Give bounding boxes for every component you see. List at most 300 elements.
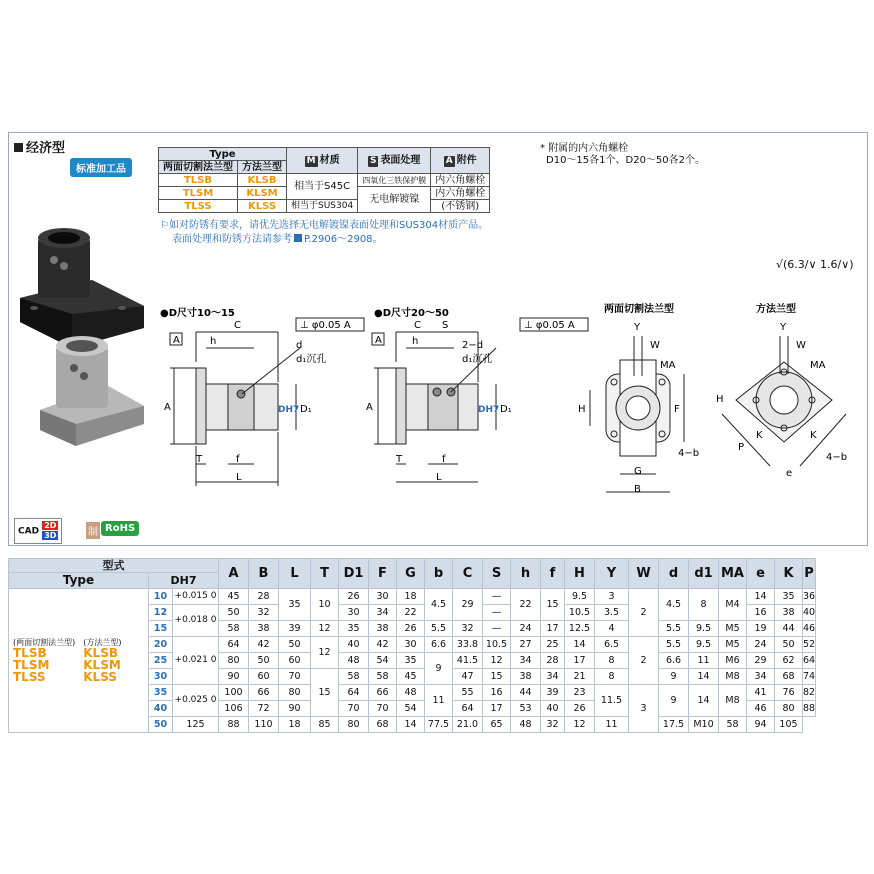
square-type: KLSS bbox=[83, 670, 117, 684]
cell-s: 16 bbox=[483, 685, 511, 701]
cell-g: 26 bbox=[397, 621, 425, 637]
cell-k: 35 bbox=[775, 589, 803, 605]
cell-y: 4 bbox=[595, 621, 629, 637]
cell-e: 29 bbox=[747, 653, 775, 669]
cell-p: 52 bbox=[803, 637, 816, 653]
cell-ma: M8 bbox=[719, 685, 747, 717]
dim-label-t: T bbox=[196, 454, 203, 465]
square-bullet-icon bbox=[14, 143, 23, 152]
cell-w: 2 bbox=[629, 637, 659, 685]
cell-y: 11.5 bbox=[595, 685, 629, 717]
cell-p: 40 bbox=[803, 605, 816, 621]
accessory-note-title: * 附属的内六角螺栓 bbox=[540, 143, 629, 154]
spec-surface: 四氧化三铁保护膜 bbox=[358, 174, 431, 187]
accessory-note-title-text: 附属的内六角螺栓 bbox=[548, 143, 629, 154]
cell-e: 19 bbox=[747, 621, 775, 637]
cell-d: 5.5 bbox=[659, 637, 689, 653]
cell-d1: 35 bbox=[339, 621, 369, 637]
cell-b: 32 bbox=[249, 605, 279, 621]
cell-f: 39 bbox=[541, 685, 565, 701]
cell-e: 16 bbox=[747, 605, 775, 621]
dim-label-h2: h bbox=[412, 336, 419, 347]
spec-table bbox=[158, 147, 490, 213]
datum-label: A bbox=[173, 335, 180, 346]
cell-s: 10.5 bbox=[483, 637, 511, 653]
cell-g: 48 bbox=[397, 685, 425, 701]
col-header-d1-small: d1 bbox=[689, 559, 719, 589]
cell-c: 33.8 bbox=[453, 637, 483, 653]
cell-d1: 26 bbox=[339, 589, 369, 605]
dim-label-4b2: 4−b bbox=[826, 452, 848, 463]
cad-label-text: CAD bbox=[18, 526, 40, 537]
accessory-header-text: 附件 bbox=[456, 154, 477, 166]
dim-label-a: A bbox=[164, 402, 171, 413]
manufacture-badge: 制 bbox=[86, 522, 100, 539]
dim-label-c2: C bbox=[414, 320, 421, 331]
left-drawing-title: ●D尺寸10～15 bbox=[160, 308, 235, 319]
cell-c: 29 bbox=[453, 589, 483, 621]
dim-label-s: S bbox=[442, 320, 449, 331]
accessory-tag-icon: A bbox=[445, 155, 453, 166]
cell-s: — bbox=[483, 605, 511, 621]
cell-b: 5.5 bbox=[425, 621, 453, 637]
cell-b: 72 bbox=[249, 701, 279, 717]
cell-f: 80 bbox=[339, 717, 369, 733]
cell-y: 8 bbox=[595, 653, 629, 669]
split-type: TLSS bbox=[13, 670, 46, 684]
cell-b: 9 bbox=[425, 653, 453, 685]
cell-h: 12.5 bbox=[565, 621, 595, 637]
cell-t: 12 bbox=[311, 621, 339, 637]
col-header-g: G bbox=[397, 559, 425, 589]
model-header: 型式 bbox=[9, 559, 219, 573]
rust-note-line2-text: 表面处理和防锈方法请参考 bbox=[172, 234, 292, 245]
silver-product-image bbox=[40, 336, 144, 446]
d-value: 35 bbox=[149, 685, 173, 701]
dim-label-y2: Y bbox=[780, 322, 787, 333]
cell-l: 60 bbox=[279, 653, 311, 669]
cell-d1: 85 bbox=[311, 717, 339, 733]
cad-3d-badge: 3D bbox=[44, 531, 57, 540]
cell-f: 25 bbox=[541, 637, 565, 653]
square-drawing-title: 方法兰型 bbox=[756, 304, 796, 315]
cell-d1: 14 bbox=[689, 669, 719, 685]
spec-accessory: 内六角螺栓 bbox=[431, 174, 490, 187]
catalog-ref-link[interactable]: P.2906～2908。 bbox=[304, 234, 383, 245]
cell-h: 27 bbox=[511, 637, 541, 653]
dim-label-a2: A bbox=[366, 402, 373, 413]
cell-a: 45 bbox=[219, 589, 249, 605]
cell-k: 38 bbox=[775, 605, 803, 621]
cell-b: 88 bbox=[219, 717, 249, 733]
cell-f: 58 bbox=[369, 669, 397, 685]
cell-e: 46 bbox=[747, 701, 775, 717]
cell-p: 64 bbox=[803, 653, 816, 669]
cell-e: 34 bbox=[747, 669, 775, 685]
tolerance-cell: +0.025 0 bbox=[173, 685, 219, 717]
cell-k: 80 bbox=[775, 701, 803, 717]
cell-d: 4.5 bbox=[659, 589, 689, 621]
cell-b: 38 bbox=[249, 621, 279, 637]
cell-s: 12 bbox=[483, 653, 511, 669]
cell-c: 64 bbox=[453, 701, 483, 717]
col-header-f-small: f bbox=[541, 559, 565, 589]
cell-ma: M4 bbox=[719, 589, 747, 621]
cell-t: 10 bbox=[311, 589, 339, 621]
type-header: Type bbox=[9, 573, 149, 589]
cell-f: 42 bbox=[369, 637, 397, 653]
square-label: (方法兰型) bbox=[83, 638, 122, 647]
cell-b: 6.6 bbox=[425, 637, 453, 653]
cell-f: 15 bbox=[541, 589, 565, 621]
col-header-l: L bbox=[279, 559, 311, 589]
right-drawing-title: ●D尺寸20～50 bbox=[374, 308, 449, 319]
cell-k: 94 bbox=[747, 717, 775, 733]
dim-label-w2: W bbox=[796, 340, 806, 351]
cell-a: 58 bbox=[219, 621, 249, 637]
cell-f: 54 bbox=[369, 653, 397, 669]
cell-ma: M5 bbox=[719, 637, 747, 653]
spec-material-header bbox=[287, 148, 358, 174]
cell-y: 8 bbox=[595, 669, 629, 685]
cad-badge[interactable] bbox=[14, 518, 62, 544]
rust-note-line1-text: 如对防锈有要求，请优先选择无电解镀镍表面处理和SUS304材质产品。 bbox=[168, 220, 489, 231]
table-row bbox=[9, 589, 816, 605]
dim-label-k2: K bbox=[810, 430, 817, 441]
cell-d1: 17.5 bbox=[659, 717, 689, 733]
cell-d1: 14 bbox=[689, 685, 719, 717]
spec-accessory-header bbox=[431, 148, 490, 174]
cell-g: 18 bbox=[397, 589, 425, 605]
cell-y: 12 bbox=[565, 717, 595, 733]
tolerance-frame-text-2: ⊥ φ0.05 A bbox=[524, 320, 575, 331]
product-photos bbox=[12, 210, 152, 450]
col-header-d: d bbox=[659, 559, 689, 589]
split-type: TLSB bbox=[13, 646, 47, 660]
cell-l: 50 bbox=[279, 637, 311, 653]
dim-label-t2: T bbox=[396, 454, 403, 465]
cell-k: 68 bbox=[775, 669, 803, 685]
cell-h: 65 bbox=[483, 717, 511, 733]
d-value: 12 bbox=[149, 605, 173, 621]
catalog-ref-icon bbox=[294, 234, 302, 242]
dim-label-ma2: MA bbox=[810, 360, 826, 371]
cell-a: 50 bbox=[219, 605, 249, 621]
d-value: 50 bbox=[149, 717, 173, 733]
cell-s: — bbox=[483, 621, 511, 637]
cell-f: 34 bbox=[541, 669, 565, 685]
cell-w: 2 bbox=[629, 589, 659, 637]
material-tag-icon: M bbox=[306, 155, 316, 166]
col-header-e: e bbox=[747, 559, 775, 589]
dim-label-w: W bbox=[650, 340, 660, 351]
cell-p: 36 bbox=[803, 589, 816, 605]
cell-c: 77.5 bbox=[425, 717, 453, 733]
spec-square-type: KLSS bbox=[238, 200, 287, 213]
cell-b: 50 bbox=[249, 653, 279, 669]
col-header-t: T bbox=[311, 559, 339, 589]
cell-f: 70 bbox=[369, 701, 397, 717]
dim-label-dh7-2: DH7 bbox=[478, 405, 500, 415]
cell-d1: 40 bbox=[339, 637, 369, 653]
cell-b: 66 bbox=[249, 685, 279, 701]
tolerance-cell: +0.021 0 bbox=[173, 637, 219, 685]
cell-e: 14 bbox=[747, 589, 775, 605]
spec-accessory: (不锈钢) bbox=[431, 200, 490, 213]
cell-l: 80 bbox=[279, 685, 311, 701]
cell-h: 32 bbox=[541, 717, 565, 733]
cad-2d-badge: 2D bbox=[44, 521, 57, 530]
cell-d1: 58 bbox=[339, 669, 369, 685]
d-header: DH7 bbox=[149, 573, 219, 589]
cell-k: 50 bbox=[775, 637, 803, 653]
cell-d1: 9.5 bbox=[689, 637, 719, 653]
cell-y: 6.5 bbox=[595, 637, 629, 653]
dim-label-4b: 4−b bbox=[678, 448, 700, 459]
dim-label-h3: H bbox=[578, 404, 586, 415]
cell-d1: 11 bbox=[689, 653, 719, 669]
col-header-k: K bbox=[775, 559, 803, 589]
spec-material: 相当于SUS304 bbox=[287, 200, 358, 213]
dim-label-d1: D₁ bbox=[300, 404, 312, 415]
cell-l: 110 bbox=[249, 717, 279, 733]
col-header-b: B bbox=[249, 559, 279, 589]
cell-h: 38 bbox=[511, 669, 541, 685]
dim-label-k: K bbox=[756, 430, 763, 441]
cell-h: 10.5 bbox=[565, 605, 595, 621]
cell-f: 30 bbox=[369, 589, 397, 605]
dim-label-e: e bbox=[786, 468, 793, 479]
dim-label-y: Y bbox=[634, 322, 641, 333]
cell-f: 66 bbox=[369, 685, 397, 701]
cell-f: 38 bbox=[369, 621, 397, 637]
col-header-h: H bbox=[565, 559, 595, 589]
cell-a: 106 bbox=[219, 701, 249, 717]
cell-h: 34 bbox=[511, 653, 541, 669]
dim-label-d: d bbox=[296, 340, 303, 351]
series-title bbox=[14, 137, 65, 156]
col-header-d1: D1 bbox=[339, 559, 369, 589]
cell-h: 24 bbox=[511, 621, 541, 637]
cell-h: 14 bbox=[565, 637, 595, 653]
dim-label-d1-counterbore: d₁沉孔 bbox=[296, 354, 327, 365]
cell-b: 14 bbox=[397, 717, 425, 733]
cell-l: 39 bbox=[279, 621, 311, 637]
col-header-s: S bbox=[483, 559, 511, 589]
cell-h: 21 bbox=[565, 669, 595, 685]
cad-label bbox=[14, 518, 62, 544]
cell-c: 47 bbox=[453, 669, 483, 685]
spec-square-type: KLSB bbox=[238, 174, 287, 187]
cell-l: 35 bbox=[279, 589, 311, 621]
dim-label-h4: H bbox=[716, 394, 724, 405]
cell-d1: 64 bbox=[339, 685, 369, 701]
black-product-image bbox=[20, 228, 144, 348]
cell-h: 22 bbox=[511, 589, 541, 621]
spec-surface: 无电解镀镍 bbox=[358, 187, 431, 213]
dim-label-h: h bbox=[210, 336, 217, 347]
dim-label-ma: MA bbox=[660, 360, 676, 371]
cell-d1: 9.5 bbox=[689, 621, 719, 637]
cell-e: 41 bbox=[747, 685, 775, 701]
cell-g: 54 bbox=[397, 701, 425, 717]
col-header-c: C bbox=[453, 559, 483, 589]
cell-g: 68 bbox=[369, 717, 397, 733]
dim-label-f3: F bbox=[674, 404, 680, 415]
accessory-note bbox=[540, 143, 705, 167]
cell-y: 3.5 bbox=[595, 605, 629, 621]
cell-p: 74 bbox=[803, 669, 816, 685]
surface-tag-icon: S bbox=[369, 155, 377, 166]
square-type: KLSM bbox=[83, 658, 121, 672]
cell-l: 90 bbox=[279, 701, 311, 717]
cell-c: 32 bbox=[453, 621, 483, 637]
cell-p: 105 bbox=[775, 717, 803, 733]
cell-a: 80 bbox=[219, 653, 249, 669]
cell-d: 5.5 bbox=[659, 621, 689, 637]
cell-k: 44 bbox=[775, 621, 803, 637]
spec-split-type: TLSS bbox=[159, 200, 238, 213]
datum-label-2: A bbox=[375, 335, 382, 346]
rohs-badge: RoHS bbox=[101, 521, 139, 536]
cell-h: 44 bbox=[511, 685, 541, 701]
dim-label-d1-2: D₁ bbox=[500, 404, 512, 415]
cell-p: 88 bbox=[803, 701, 816, 717]
cell-c: 41.5 bbox=[453, 653, 483, 669]
col-header-a: A bbox=[219, 559, 249, 589]
cell-b: 11 bbox=[425, 685, 453, 717]
cell-t: 12 bbox=[311, 637, 339, 669]
cell-f: 48 bbox=[511, 717, 541, 733]
accessory-note-detail: D10～15各1个、D20～50各2个。 bbox=[546, 155, 706, 166]
spec-split-type: TLSB bbox=[159, 174, 238, 187]
dim-label-l2: L bbox=[436, 472, 442, 483]
rust-note-line2 bbox=[160, 233, 488, 247]
technical-drawings bbox=[150, 296, 866, 506]
cell-k: 62 bbox=[775, 653, 803, 669]
cell-b: 28 bbox=[249, 589, 279, 605]
d-value: 10 bbox=[149, 589, 173, 605]
split-label: (两面切割法兰型) bbox=[13, 638, 76, 647]
col-header-y: Y bbox=[595, 559, 629, 589]
cell-c: 55 bbox=[453, 685, 483, 701]
cell-h: 9.5 bbox=[565, 589, 595, 605]
square-type: KLSB bbox=[83, 646, 118, 660]
cell-ma: M6 bbox=[719, 653, 747, 669]
cell-p: 46 bbox=[803, 621, 816, 637]
col-header-h-small: h bbox=[511, 559, 541, 589]
col-header-w: W bbox=[629, 559, 659, 589]
dim-label-p: P bbox=[738, 442, 745, 453]
cell-y: 3 bbox=[595, 589, 629, 605]
cell-w: 3 bbox=[629, 685, 659, 733]
spec-split-type: TLSM bbox=[159, 187, 238, 200]
cell-g: 30 bbox=[397, 637, 425, 653]
standard-badge: 标准加工品 bbox=[70, 158, 132, 177]
surface-header-text: 表面处理 bbox=[380, 154, 421, 166]
dim-label-dh7: DH7 bbox=[278, 405, 300, 415]
split-type: TLSM bbox=[13, 658, 50, 672]
cell-k: 76 bbox=[775, 685, 803, 701]
rust-note-line1 bbox=[160, 219, 488, 233]
cell-g: 45 bbox=[397, 669, 425, 685]
cell-e: 58 bbox=[719, 717, 747, 733]
cell-s: — bbox=[483, 589, 511, 605]
cell-d1: 48 bbox=[339, 653, 369, 669]
dim-label-c: C bbox=[234, 320, 241, 331]
d-value: 25 bbox=[149, 653, 173, 669]
dim-label-l: L bbox=[236, 472, 242, 483]
cell-g: 22 bbox=[397, 605, 425, 621]
split-drawing-title: 两面切割法兰型 bbox=[604, 304, 674, 315]
dim-label-g: G bbox=[634, 466, 642, 477]
cell-b: 42 bbox=[249, 637, 279, 653]
d-value: 20 bbox=[149, 637, 173, 653]
d-value: 15 bbox=[149, 621, 173, 637]
cell-h: 23 bbox=[565, 685, 595, 701]
dim-label-d1-counterbore-2: d₁沉孔 bbox=[462, 354, 493, 365]
cell-s: 17 bbox=[483, 701, 511, 717]
dimension-table bbox=[8, 558, 816, 733]
col-header-p: P bbox=[803, 559, 816, 589]
cell-a: 64 bbox=[219, 637, 249, 653]
spec-material: 相当于S45C bbox=[287, 174, 358, 200]
cell-f: 17 bbox=[541, 621, 565, 637]
cell-a: 100 bbox=[219, 685, 249, 701]
cell-t: 15 bbox=[311, 669, 339, 717]
cell-t: 18 bbox=[279, 717, 311, 733]
d-value: 40 bbox=[149, 701, 173, 717]
spec-accessory: 内六角螺栓 bbox=[431, 187, 490, 200]
cell-a: 90 bbox=[219, 669, 249, 685]
cell-s: 15 bbox=[483, 669, 511, 685]
cell-s: 21.0 bbox=[453, 717, 483, 733]
cell-d1: 30 bbox=[339, 605, 369, 621]
cell-d1: 70 bbox=[339, 701, 369, 717]
dim-label-b: B bbox=[634, 484, 641, 495]
cell-h: 17 bbox=[565, 653, 595, 669]
info-icon: ⚐ bbox=[160, 220, 169, 231]
dim-label-f2: f bbox=[442, 454, 446, 465]
spec-square-type: KLSM bbox=[238, 187, 287, 200]
spec-surface-header bbox=[358, 148, 431, 174]
spec-split-header: 两面切割法兰型 bbox=[159, 161, 238, 174]
col-header-ma: MA bbox=[719, 559, 747, 589]
d-value: 30 bbox=[149, 669, 173, 685]
cell-b: 60 bbox=[249, 669, 279, 685]
dim-label-2d: 2−d bbox=[462, 340, 484, 351]
cell-d: 9 bbox=[659, 669, 689, 685]
rust-note bbox=[160, 219, 488, 247]
cell-f: 34 bbox=[369, 605, 397, 621]
cell-d: 6.6 bbox=[659, 653, 689, 669]
cell-b: 4.5 bbox=[425, 589, 453, 621]
tolerance-cell: +0.015 0 bbox=[173, 589, 219, 605]
series-title-text: 经济型 bbox=[26, 141, 66, 156]
cell-f: 28 bbox=[541, 653, 565, 669]
type-cell bbox=[9, 589, 149, 733]
cell-h: 53 bbox=[511, 701, 541, 717]
spec-square-header: 方法兰型 bbox=[238, 161, 287, 174]
cell-ma: M8 bbox=[719, 669, 747, 685]
spec-type-header: Type bbox=[159, 148, 287, 161]
tolerance-frame-text: ⊥ φ0.05 A bbox=[300, 320, 351, 331]
cell-ma: M10 bbox=[689, 717, 719, 733]
cell-f: 40 bbox=[541, 701, 565, 717]
cell-d1: 8 bbox=[689, 589, 719, 621]
cell-p: 82 bbox=[803, 685, 816, 701]
cell-l: 70 bbox=[279, 669, 311, 685]
